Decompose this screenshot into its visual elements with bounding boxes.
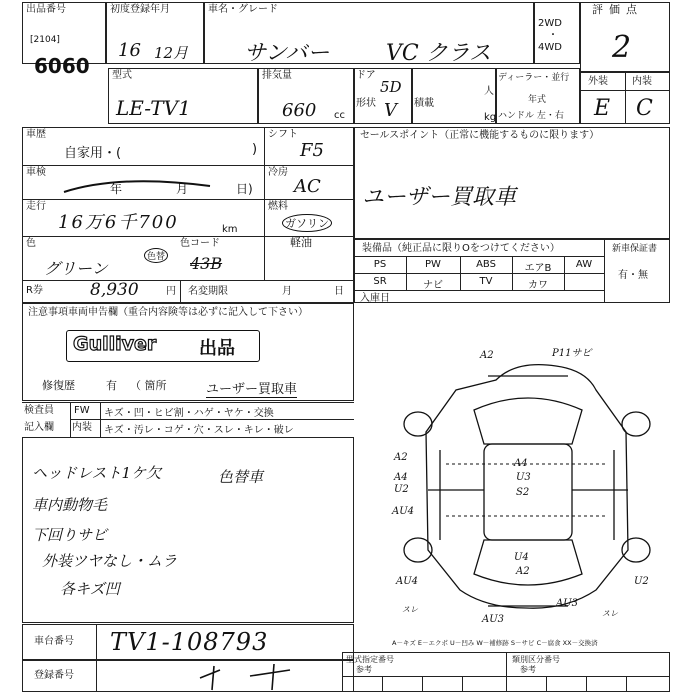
delivery-label: 入庫日 [360,293,390,304]
remark-4: 外装ツヤなし・ムラ [42,552,178,570]
color-change-note: 色替車 [218,468,264,486]
capacity-unit2: kg [484,112,497,123]
first-reg-month: 12月 [154,44,189,62]
mileage-value: 16万6千700 [58,212,179,233]
ext-defects [104,404,274,419]
name-label: 車名・グレード [208,4,278,15]
drive-dot: ・ [548,30,558,41]
rating-value: 2 [612,30,632,65]
name-change-label: 名変期限 [188,286,228,297]
defect-dent: ・凹 [123,408,144,419]
mark-u2-left: U2 [394,484,409,495]
capacity-unit1: 人 [484,86,494,97]
displacement-unit: cc [334,110,345,121]
door-value: 5D [380,78,402,96]
equip-tv: TV [479,276,493,287]
displacement-value: 660 [282,100,317,121]
lot-sub: [2104] [30,35,60,45]
use-label: 車歴 [26,129,46,140]
displacement-label: 排気量 [262,70,292,81]
mark-a2-left: A2 [394,452,408,463]
int-burn: ・コゲ [153,425,184,436]
repair-label: 修復歴 [42,379,75,392]
int-tear: ・破レ [263,425,294,436]
mark-a2-rear: A2 [516,566,530,577]
sales-value: ユーザー買取車 [362,185,517,210]
equip-sr: SR [373,276,387,287]
mark-scrape-left: スレ [402,605,418,614]
drive-2wd: 2WD [538,18,562,29]
dealer-label: ディーラー・並行 [498,73,570,83]
name-change-month: 月 [282,286,292,297]
recycle-value: 8,930 [90,280,139,300]
mileage-label: 走行 [26,201,46,212]
legend: A－キズ E－エクボ U－凹み W－補修跡 S－サビ C－腐食 XX－交換済 [392,639,598,647]
mark-a2-front: A2 [480,350,494,361]
remark-3: 下回りサビ [32,526,108,544]
ac-label: 冷房 [268,167,288,178]
door-label: ドア [356,70,376,81]
mark-au3-rear2: AU3 [556,598,579,609]
equip-aw: AW [575,259,593,270]
defect-replace: ・交換 [243,408,274,419]
color-value: グリーン [44,259,108,278]
model-value: LE-TV1 [116,96,191,120]
int-wear: ・スレ [203,425,234,436]
gulliver-logo: Gulliver [73,333,157,355]
fuel-other: 軽油 [290,236,312,249]
ac-value: AC [294,176,321,197]
model-label: 型式 [112,70,132,81]
mark-au4-rearleft: AU4 [396,576,419,587]
mark-u4-rear: U4 [514,552,529,563]
capacity-label: 積載 [414,98,434,109]
int-label: 内装 [632,76,652,87]
sales-label: セールスポイント（正常に機能するものに限ります） [360,130,600,141]
class-label2: 参考 [520,665,536,674]
lot-number: 6060 [34,54,90,78]
use-close: ) [252,142,258,157]
color-change: 色替 [144,248,168,263]
shape-label: 形状 [356,98,376,109]
defect-fade: ・ヤケ [213,408,244,419]
mark-a4-left: A4 [394,472,408,483]
inspector-label2: 記入欄 [24,422,54,433]
int-dirt: ・汚レ [123,425,154,436]
mark-a4-roof: A4 [514,458,528,469]
lot-label: 出品番号 [26,4,66,15]
defect-crack: ・ヒビ割 [143,408,184,419]
equip-airbag: エアB [524,263,552,274]
user-buy-stamp: ユーザー買取車 [206,378,297,398]
mark-s2-roof: S2 [516,487,530,498]
gulliver-sub: 出品 [199,338,235,359]
inspection-day: 日) [236,182,253,196]
strike-mark [60,170,230,200]
inspection-year: 年 [110,182,123,196]
inspector-interior: 内装 [72,422,92,433]
drive-4wd: 4WD [538,42,562,53]
car-diagram [356,340,680,630]
shift-value: F5 [300,140,324,161]
equip-navi: ナビ [423,280,443,291]
repair-place: （ 箇所 [130,379,167,392]
inspection-month: 月 [176,182,189,196]
recycle-unit: 円 [166,286,176,297]
mark-u3-roof: U3 [516,472,531,483]
car-name: サンバー [244,41,330,66]
type-label: 型式指定番号 [346,655,394,664]
equip-pw: PW [425,259,441,270]
mark-au4-left: AU4 [392,506,415,517]
equip-leather: カワ [528,280,548,291]
color-label: 色 [26,238,36,249]
chassis-value: TV1-108793 [110,628,269,656]
int-defects [104,421,294,436]
first-reg-label: 初度登録年月 [110,4,170,15]
fuel-label: 燃料 [268,201,288,212]
equip-abs: ABS [476,259,496,270]
recycle-label: R券 [26,285,43,296]
repair-yes: 有 [106,379,117,392]
shift-label: シフト [268,129,298,140]
mark-scrape-right: スレ [602,609,618,618]
int-cut: ・キレ [233,425,264,436]
ext-label: 外装 [588,76,608,87]
shape-value: V [384,100,397,121]
remark-1: ヘッドレスト1ケ欠 [32,464,162,482]
name-change-day: 日 [334,286,344,297]
model-year-label: 年式 [528,95,547,105]
type-label2: 参考 [356,665,372,674]
reg-label: 登録番号 [34,670,74,681]
inspection-label: 車検 [26,167,46,178]
inspector-label1: 検査員 [24,405,54,416]
chassis-label: 車台番号 [34,636,74,647]
int-hole: ・穴 [183,425,204,436]
fuel-value: ガソリン [282,214,332,232]
grade: VC クラス [386,41,492,66]
equipment-label: 装備品（純正品に限りOをつけてください） [362,243,560,254]
notes-label: 注意事項車両申告欄（重合内容険等は必ずに記入して下さい） [28,307,308,318]
mark-p11: P11サビ [552,348,592,359]
first-reg-year: 16 [118,40,141,61]
defect-peel: ・ハゲ [183,408,214,419]
mark-au3-rear: AU3 [482,614,505,625]
use-value: 自家用・( [64,146,122,161]
int-scratch: キズ [104,425,124,436]
defect-scratch: キズ [104,408,124,419]
remark-2: 車内動物毛 [32,496,108,514]
inspector-fw: FW [74,405,90,416]
gulliver-stamp [66,330,260,362]
class-label: 類別区分番号 [512,655,560,664]
color-code-value: 43B [190,254,223,273]
ext-value: E [594,96,611,121]
int-value: C [636,96,653,121]
warranty-label: 新車保証書 [612,244,658,254]
equip-ps: PS [373,259,387,270]
warranty-value: 有・無 [618,270,648,281]
rating-label: 評価点 [592,3,643,16]
handle-label: ハンドル 左・右 [498,111,564,121]
color-code-label: 色コード [180,238,220,249]
mileage-unit: km [222,224,238,235]
reg-scribble [190,662,300,692]
mark-u2-rearright: U2 [634,576,649,587]
remark-5: 各キズ凹 [60,580,120,598]
